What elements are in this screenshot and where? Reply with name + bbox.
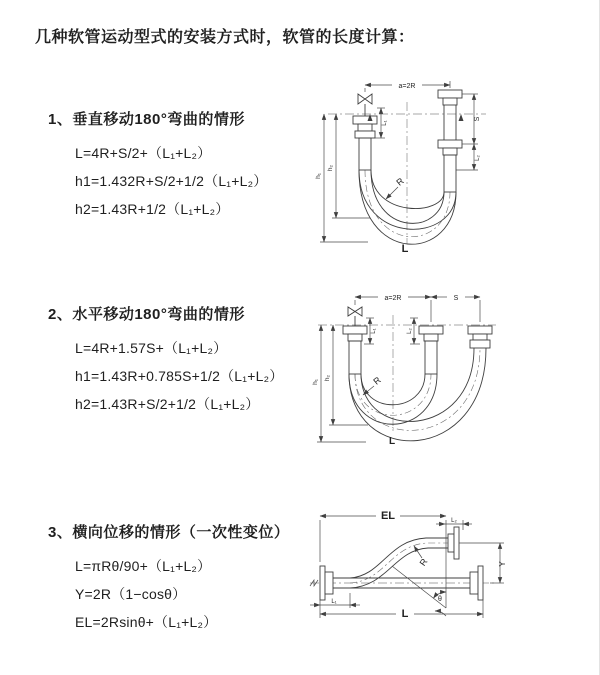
section-2-heading: 2、水平移动180°弯曲的情形 xyxy=(48,306,245,323)
dimension-l xyxy=(320,600,483,620)
section-1-formulas xyxy=(75,139,267,223)
hose-arcs xyxy=(349,348,486,441)
section-2 xyxy=(48,303,283,418)
position-arrow xyxy=(459,114,464,121)
section-1-heading: 1、垂直移动180°弯曲的情形 xyxy=(48,111,245,128)
dim-label-l1: L₁ xyxy=(371,328,377,334)
formula-line: h1=1.432R+S/2+1/2（L₁+L₂） xyxy=(75,173,268,189)
left-flange xyxy=(320,566,333,600)
right-pipe xyxy=(468,326,492,348)
dim-label-y: Y xyxy=(498,561,507,567)
section-3-heading: 3、横向位移的情形（一次性变位） xyxy=(48,524,290,541)
radius-label: R xyxy=(371,374,383,387)
dim-label-l: L xyxy=(401,608,409,620)
diagram-lateral-displacement xyxy=(300,498,600,653)
page-title: 几种软管运动型式的安装方式时，软管的长度计算： xyxy=(35,29,415,46)
length-label: L xyxy=(388,436,396,447)
dim-label-h1: h₁ xyxy=(315,173,322,179)
dim-label-h1: h₁ xyxy=(312,379,319,385)
dimension-s-l2 xyxy=(456,94,481,170)
dimension-h1-h2 xyxy=(315,114,464,242)
diagram-horizontal-180-bend xyxy=(308,282,600,460)
dim-label-s: S xyxy=(453,295,459,302)
dim-label-a2r: a=2R xyxy=(384,295,402,302)
dim-label-l2: L₂ xyxy=(451,518,457,524)
formula-line: Y=2R（1−cosθ） xyxy=(75,586,187,602)
dim-label-l2: L₂ xyxy=(475,155,481,161)
radius-callout xyxy=(414,546,430,568)
centerlines xyxy=(310,580,496,586)
left-pipe xyxy=(343,316,367,374)
dimension-l1 xyxy=(310,593,360,608)
angle-label: θ xyxy=(438,596,442,603)
formula-line: h1=1.43R+0.785S+1/2（L₁+L₂） xyxy=(75,368,284,384)
dimension-h1-h2 xyxy=(312,325,368,442)
valve-icon xyxy=(348,307,362,316)
valve-icon xyxy=(358,94,372,104)
radius-label: R xyxy=(394,175,406,188)
middle-pipe xyxy=(419,326,443,374)
dim-label-l2: L₂ xyxy=(407,328,413,334)
dim-label-h2: h₂ xyxy=(324,374,331,382)
dim-label-l1: L₁ xyxy=(382,120,388,126)
left-pipe xyxy=(353,104,377,170)
section-3 xyxy=(48,521,289,636)
formula-line: L=4R+1.57S+（L₁+L₂） xyxy=(75,340,228,356)
formula-line: h2=1.43R+S/2+1/2（L₁+L₂） xyxy=(75,396,260,412)
angle-theta xyxy=(392,566,446,616)
formula-line: h2=1.43R+1/2（L₁+L₂） xyxy=(75,201,230,217)
dimension-l2 xyxy=(407,318,420,344)
section-3-formulas xyxy=(75,552,289,636)
formula-line: L=4R+S/2+（L₁+L₂） xyxy=(75,145,212,161)
radius-label: R xyxy=(417,556,430,568)
dim-label-el: EL xyxy=(380,510,396,522)
dim-label-s: S xyxy=(474,116,481,122)
right-pipe xyxy=(438,90,462,192)
upper-flange xyxy=(448,527,459,559)
dim-label-l1: L₁ xyxy=(331,599,337,605)
section-1 xyxy=(48,108,267,223)
diagram-vertical-180-bend xyxy=(308,72,600,257)
radius-callout xyxy=(386,175,406,199)
dim-label-a2r: a=2R xyxy=(398,83,416,90)
dim-label-h2: h₂ xyxy=(327,164,334,172)
hose-s-curve xyxy=(350,538,448,588)
section-2-formulas xyxy=(75,334,283,418)
formula-line: EL=2Rsinθ+（L₁+L₂） xyxy=(75,614,218,630)
hose-arcs xyxy=(359,170,456,244)
dimension-a-2r xyxy=(365,81,450,92)
length-label: L xyxy=(401,243,409,255)
formula-line: L=πRθ/90+（L₁+L₂） xyxy=(75,558,212,574)
